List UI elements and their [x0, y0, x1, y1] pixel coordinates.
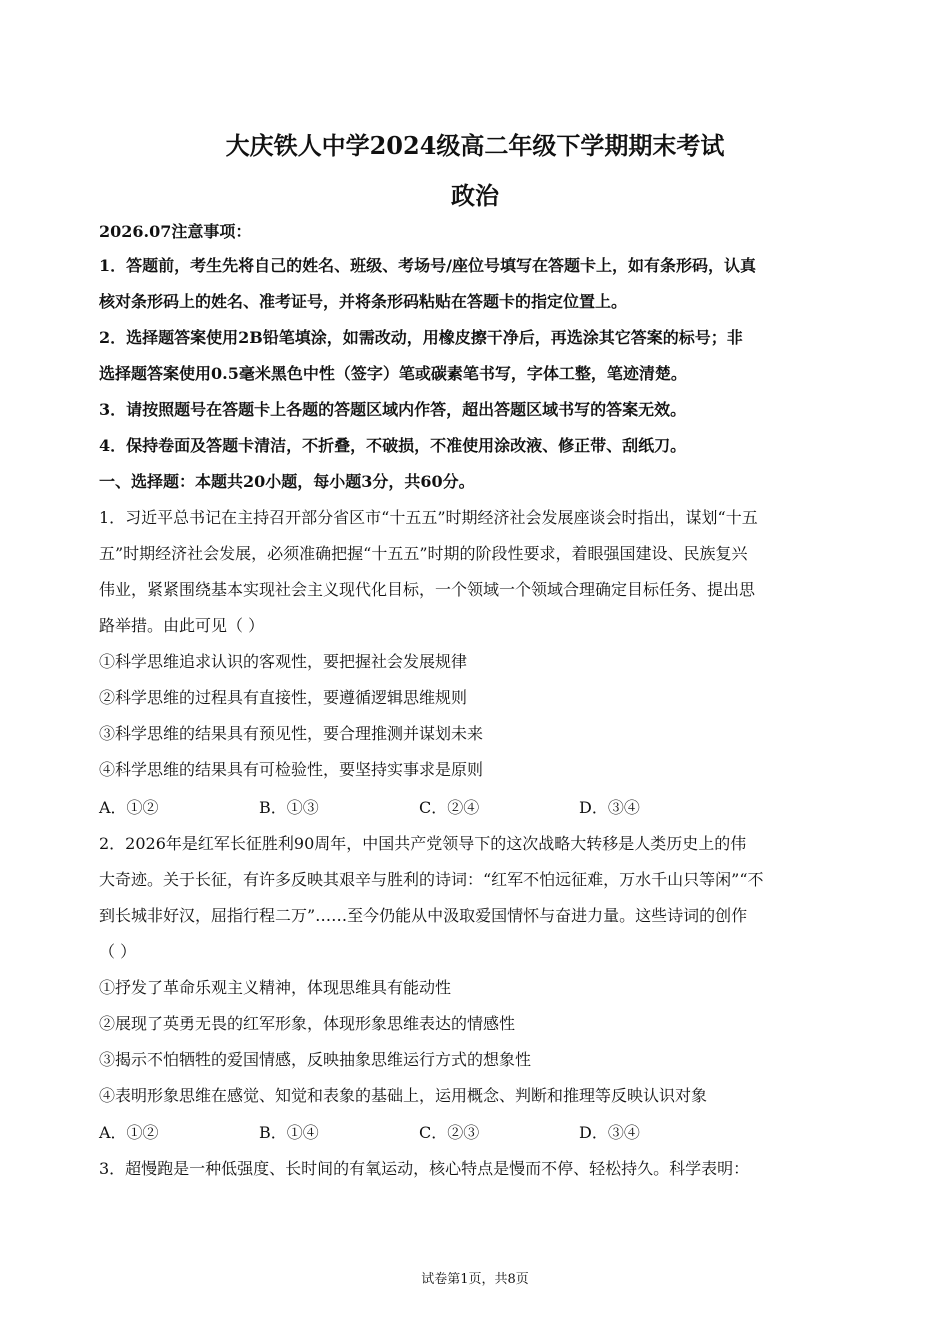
notice-line: 选择题答案使用0.5毫米黑色中性（签字）笔或碳素笔书写，字体工整，笔迹清楚。 [99, 364, 687, 383]
question-stem-line: 3．超慢跑是一种低强度、长时间的有氧运动，核心特点是慢而不停、轻松持久。科学表明： [99, 1159, 750, 1178]
question-stem-line: 大奇迹。关于长征，有许多反映其艰辛与胜利的诗词：“红军不怕远征难，万水千山只等闲”“不 [99, 870, 764, 889]
page-footer: 试卷第1页，共8页 [421, 1272, 529, 1287]
question-statement: ①抒发了革命乐观主义精神，体现思维具有能动性 [99, 978, 452, 997]
question-stem-line: （ ） [99, 942, 137, 961]
option-b: B．①③ [259, 798, 319, 817]
option-a: A．①② [99, 798, 159, 817]
option-d: D．③④ [579, 798, 640, 817]
notice-line: 2．选择题答案使用2B铅笔填涂，如需改动，用橡皮擦干净后，再选涂其它答案的标号；非 [99, 328, 743, 347]
option-d: D．③④ [579, 1123, 640, 1142]
question-stem-line: 路举措。由此可见（ ） [99, 616, 265, 635]
option-c: C．②③ [419, 1123, 480, 1142]
notice-line: 3．请按照题号在答题卡上各题的答题区域内作答，超出答题区域书写的答案无效。 [99, 400, 687, 419]
question-statement: ②展现了英勇无畏的红军形象，体现形象思维表达的情感性 [99, 1014, 516, 1033]
question-stem-line: 伟业，紧紧围绕基本实现社会主义现代化目标，一个领域一个领域合理确定目标任务、提出思 [99, 580, 756, 599]
question-statement: ④表明形象思维在感觉、知觉和表象的基础上，运用概念、判断和推理等反映认识对象 [99, 1086, 708, 1105]
question-statement: ①科学思维追求认识的客观性，要把握社会发展规律 [99, 652, 468, 671]
question-statement: ②科学思维的过程具有直接性，要遵循逻辑思维规则 [99, 688, 468, 707]
option-a: A．①② [99, 1123, 159, 1142]
option-b: B．①④ [259, 1123, 319, 1142]
question-stem-line: 到长城非好汉，屈指行程二万”……至今仍能从中汲取爱国情怀与奋进力量。这些诗词的创作 [99, 906, 748, 925]
question-stem-line: 五”时期经济社会发展，必须准确把握“十五五”时期的阶段性要求，着眼强国建设、民族复兴 [99, 544, 748, 563]
question-statement: ③科学思维的结果具有预见性，要合理推测并谋划未来 [99, 724, 484, 743]
notice-line: 核对条形码上的姓名、准考证号，并将条形码粘贴在答题卡的指定位置上。 [99, 292, 628, 311]
question-statement: ④科学思维的结果具有可检验性，要坚持实事求是原则 [99, 760, 484, 779]
option-c: C．②④ [419, 798, 480, 817]
section-heading: 一、选择题：本题共20小题，每小题3分，共60分。 [99, 472, 475, 491]
notice-line: 4．保持卷面及答题卡清洁，不折叠，不破损，不准使用涂改液、修正带、刮纸刀。 [99, 436, 687, 455]
notice-heading: 2026.07注意事项： [99, 222, 252, 241]
notice-line: 1．答题前，考生先将自己的姓名、班级、考场号/座位号填写在答题卡上，如有条形码，认真 [99, 256, 756, 275]
question-statement: ③揭示不怕牺牲的爱国情感，反映抽象思维运行方式的想象性 [99, 1050, 532, 1069]
question-stem-line: 2．2026年是红军长征胜利90周年，中国共产党领导下的这次战略大转移是人类历史上的伟 [99, 834, 747, 853]
question-stem-line: 1．习近平总书记在主持召开部分省区市“十五五”时期经济社会发展座谈会时指出，谋划“十五 [99, 508, 758, 527]
exam-title: 大庆铁人中学2024级高二年级下学期期末考试 [225, 131, 725, 160]
exam-subject: 政治 [451, 181, 499, 210]
